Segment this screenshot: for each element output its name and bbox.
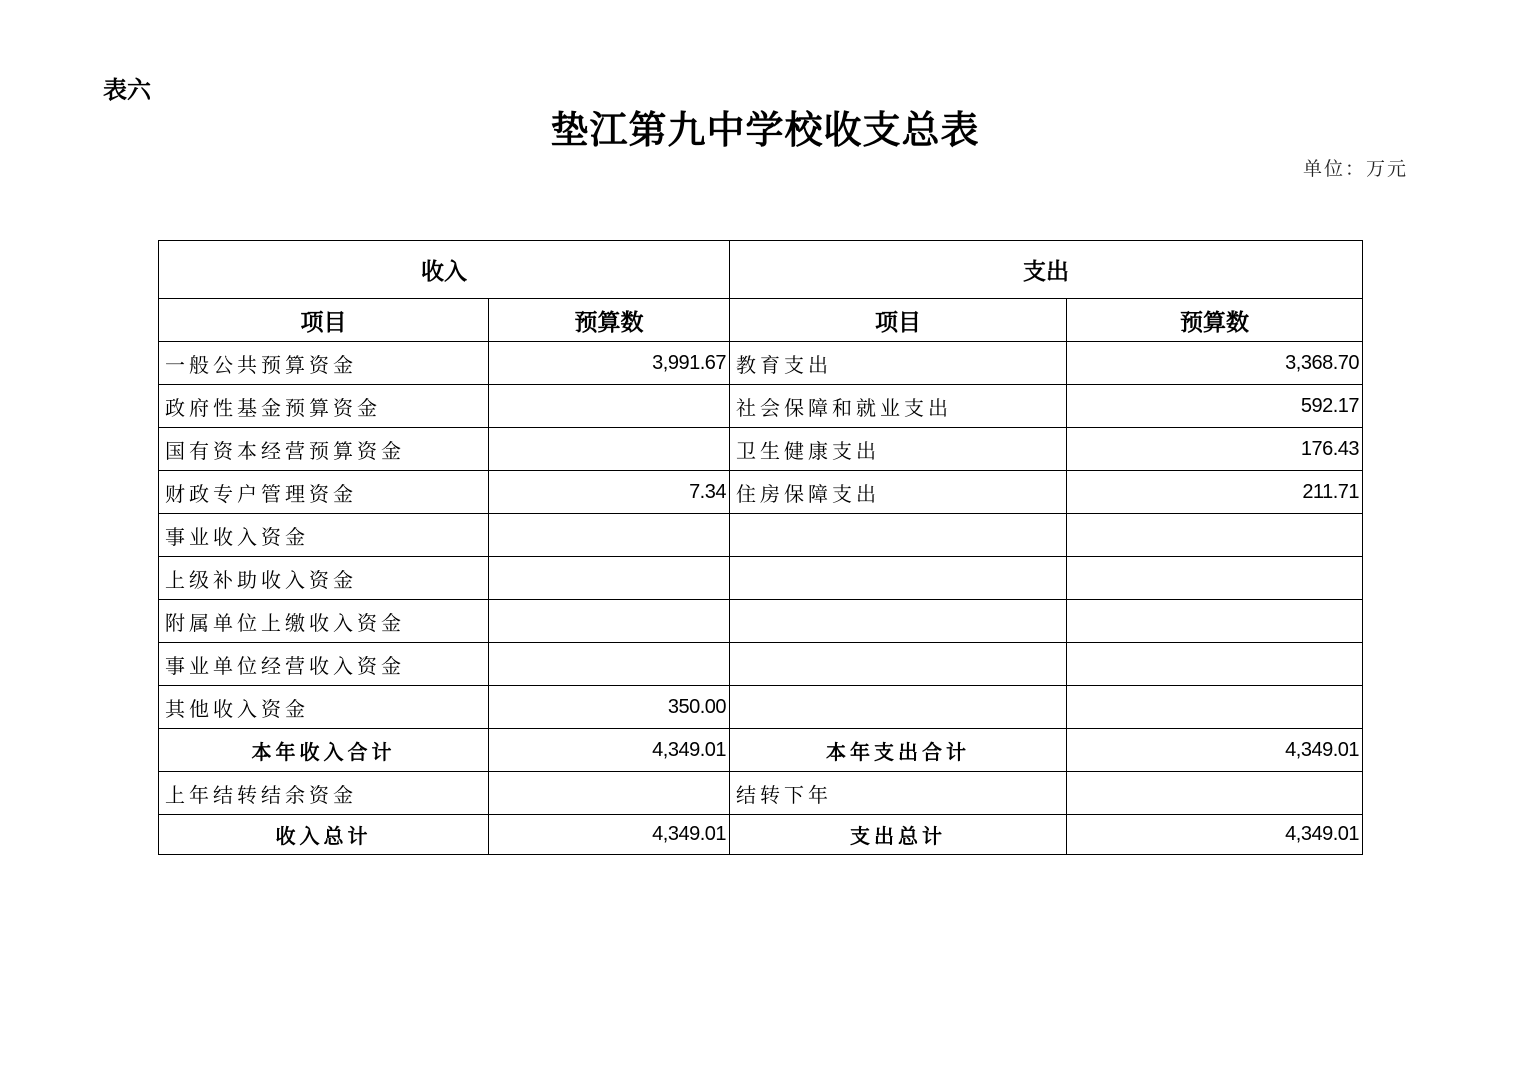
section-header-row <box>159 241 1363 299</box>
income-item-cell: 附属单位上缴收入资金 <box>159 600 489 643</box>
grand-total-row <box>159 815 1363 855</box>
expense-item-cell <box>730 686 1067 729</box>
income-value-cell: 350.00 <box>489 686 730 729</box>
income-value-cell <box>489 557 730 600</box>
table-row <box>159 385 1363 428</box>
income-grand-total-label: 收入总计 <box>159 815 489 855</box>
expense-item-cell: 住房保障支出 <box>730 471 1067 514</box>
income-item-cell: 政府性基金预算资金 <box>159 385 489 428</box>
expense-value-cell <box>1067 686 1363 729</box>
year-total-row <box>159 729 1363 772</box>
expense-item-cell <box>730 600 1067 643</box>
income-item-cell: 财政专户管理资金 <box>159 471 489 514</box>
expense-value-cell <box>1067 514 1363 557</box>
table-row <box>159 342 1363 385</box>
expense-value-cell: 211.71 <box>1067 471 1363 514</box>
income-section-header: 收入 <box>159 241 730 299</box>
expense-item-cell: 社会保障和就业支出 <box>730 385 1067 428</box>
table-row <box>159 557 1363 600</box>
income-budget-column-header: 预算数 <box>489 299 730 342</box>
income-item-cell: 上级补助收入资金 <box>159 557 489 600</box>
expense-grand-total-label: 支出总计 <box>730 815 1067 855</box>
income-item-cell: 事业收入资金 <box>159 514 489 557</box>
expense-item-cell <box>730 557 1067 600</box>
table-row <box>159 643 1363 686</box>
expense-budget-column-header: 预算数 <box>1067 299 1363 342</box>
income-item-column-header: 项目 <box>159 299 489 342</box>
income-year-total-label: 本年收入合计 <box>159 729 489 772</box>
budget-summary-table <box>158 240 1363 855</box>
expense-carryover-item: 结转下年 <box>730 772 1067 815</box>
income-item-cell: 事业单位经营收入资金 <box>159 643 489 686</box>
income-value-cell: 3,991.67 <box>489 342 730 385</box>
carryover-row <box>159 772 1363 815</box>
income-grand-total-value: 4,349.01 <box>489 815 730 855</box>
income-item-cell: 国有资本经营预算资金 <box>159 428 489 471</box>
expense-item-cell <box>730 514 1067 557</box>
expense-value-cell <box>1067 643 1363 686</box>
income-value-cell <box>489 643 730 686</box>
table-row <box>159 428 1363 471</box>
expense-value-cell: 3,368.70 <box>1067 342 1363 385</box>
table-number: 表六 <box>103 76 151 104</box>
expense-item-cell: 卫生健康支出 <box>730 428 1067 471</box>
income-value-cell <box>489 385 730 428</box>
table-row <box>159 514 1363 557</box>
income-value-cell: 7.34 <box>489 471 730 514</box>
income-item-cell: 一般公共预算资金 <box>159 342 489 385</box>
table-row <box>159 686 1363 729</box>
expense-grand-total-value: 4,349.01 <box>1067 815 1363 855</box>
expense-year-total-label: 本年支出合计 <box>730 729 1067 772</box>
expense-item-cell <box>730 643 1067 686</box>
table-row <box>159 471 1363 514</box>
expense-value-cell: 176.43 <box>1067 428 1363 471</box>
income-carryover-value <box>489 772 730 815</box>
expense-value-cell <box>1067 600 1363 643</box>
page-title: 垫江第九中学校收支总表 <box>550 107 980 152</box>
income-year-total-value: 4,349.01 <box>489 729 730 772</box>
column-header-row <box>159 299 1363 342</box>
expense-item-column-header: 项目 <box>730 299 1067 342</box>
expense-value-cell <box>1067 557 1363 600</box>
expense-item-cell: 教育支出 <box>730 342 1067 385</box>
income-value-cell <box>489 514 730 557</box>
income-carryover-item: 上年结转结余资金 <box>159 772 489 815</box>
expense-carryover-value <box>1067 772 1363 815</box>
expense-section-header: 支出 <box>730 241 1363 299</box>
table-row <box>159 600 1363 643</box>
income-value-cell <box>489 428 730 471</box>
income-item-cell: 其他收入资金 <box>159 686 489 729</box>
expense-year-total-value: 4,349.01 <box>1067 729 1363 772</box>
income-value-cell <box>489 600 730 643</box>
unit-label: 单位：万元 <box>1303 158 1409 180</box>
expense-value-cell: 592.17 <box>1067 385 1363 428</box>
